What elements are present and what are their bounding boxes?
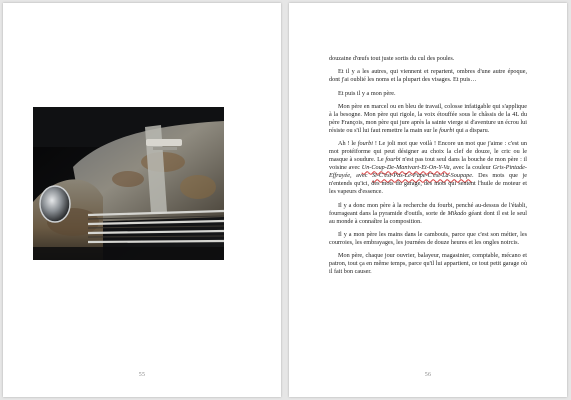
paragraph: [329, 252, 527, 276]
paragraph: [329, 140, 527, 196]
text-run: Et puis il y a mon père.: [338, 89, 396, 97]
text-run: Il y a donc mon père à la recherche du fourbi, penché au-dessus de l'établi, fourrageant dans la pyramide d'outils, sorte de: [329, 201, 527, 217]
text-run: fourbi: [439, 126, 455, 134]
right-page: [289, 3, 567, 397]
text-run: géant dont il est le seul au monde à connaître la composition.: [329, 209, 527, 225]
left-page: [3, 3, 281, 397]
text-column: [329, 55, 527, 282]
spellcheck-word: Si-C'est-Pas-Le-Pape-C'est-La-Soupape: [372, 172, 472, 180]
text-run: Mon père, chaque jour ouvrier, balayeur, magasinier, comptable, mécano et patron, tout ça en même temps, parce qu'il lui appartient, ce tout petit garage où il fait bon causer.: [329, 252, 527, 276]
text-run: Gris-Pintade-Effrayée: [329, 164, 527, 180]
text-run: , avec la couleur: [449, 164, 493, 172]
paragraph: [329, 103, 527, 135]
text-run: qui a disparu.: [454, 126, 490, 134]
paragraph: [329, 231, 527, 247]
vintage-car-photo: [33, 107, 224, 260]
paragraph: [329, 202, 527, 226]
text-run: Mon père en marcel ou en bleu de travail, colosse infatigable qui s'applique à la besogne. Mon père qui rigole, la voix étouffée sous le châssis de la 4L du père François, mon père qui jure après la sainte vierge si d'aventure un écrou lui résiste ou s'il lui faut remettre la main sur le: [329, 102, 527, 134]
paragraph: [329, 68, 527, 84]
text-run: fourbi: [357, 140, 373, 148]
spellcheck-word: Un-Coup-De-Manivart-Et-On-Y-Va: [361, 164, 450, 172]
text-run: Il y a mon père les mains dans le cambouis, parce que c'est son métier, les courroies, les embrayages, les journées de douze heures et les ongles noircis.: [329, 230, 527, 247]
text-run: Et il y a les autres, qui viennent et repartent, ombres d'une autre époque, dont j'ai oublié les noms et la plupart des visages. Et puis…: [329, 68, 527, 84]
paragraph: [329, 90, 527, 98]
text-run: n'est pas tout seul dans la bouche de mon père : il voisine avec: [329, 156, 527, 172]
text-run: , avec: [349, 172, 373, 180]
text-run: . Des mots que je n'entends qu'ici, des mots du garage, des mots qui sentent l'huile de moteur et les vapeurs d'essence.: [329, 172, 527, 196]
page-number: 56: [424, 372, 432, 378]
text-run: fourbi: [385, 156, 401, 164]
text-run: Ah ! le: [338, 140, 358, 148]
text-run: Mikado: [447, 209, 467, 217]
text-run: ! Le joli mot que voilà ! Encore un mot que j'aime : c'est un mot protéiforme qui peut désigner au choix la clef de douze, le cric ou le masque à soudure. Le: [329, 140, 527, 164]
text-run: douzaine d'œufs tout juste sortis du cul des poules.: [329, 55, 455, 62]
paragraph: [329, 55, 527, 63]
page-number: 55: [138, 372, 146, 378]
